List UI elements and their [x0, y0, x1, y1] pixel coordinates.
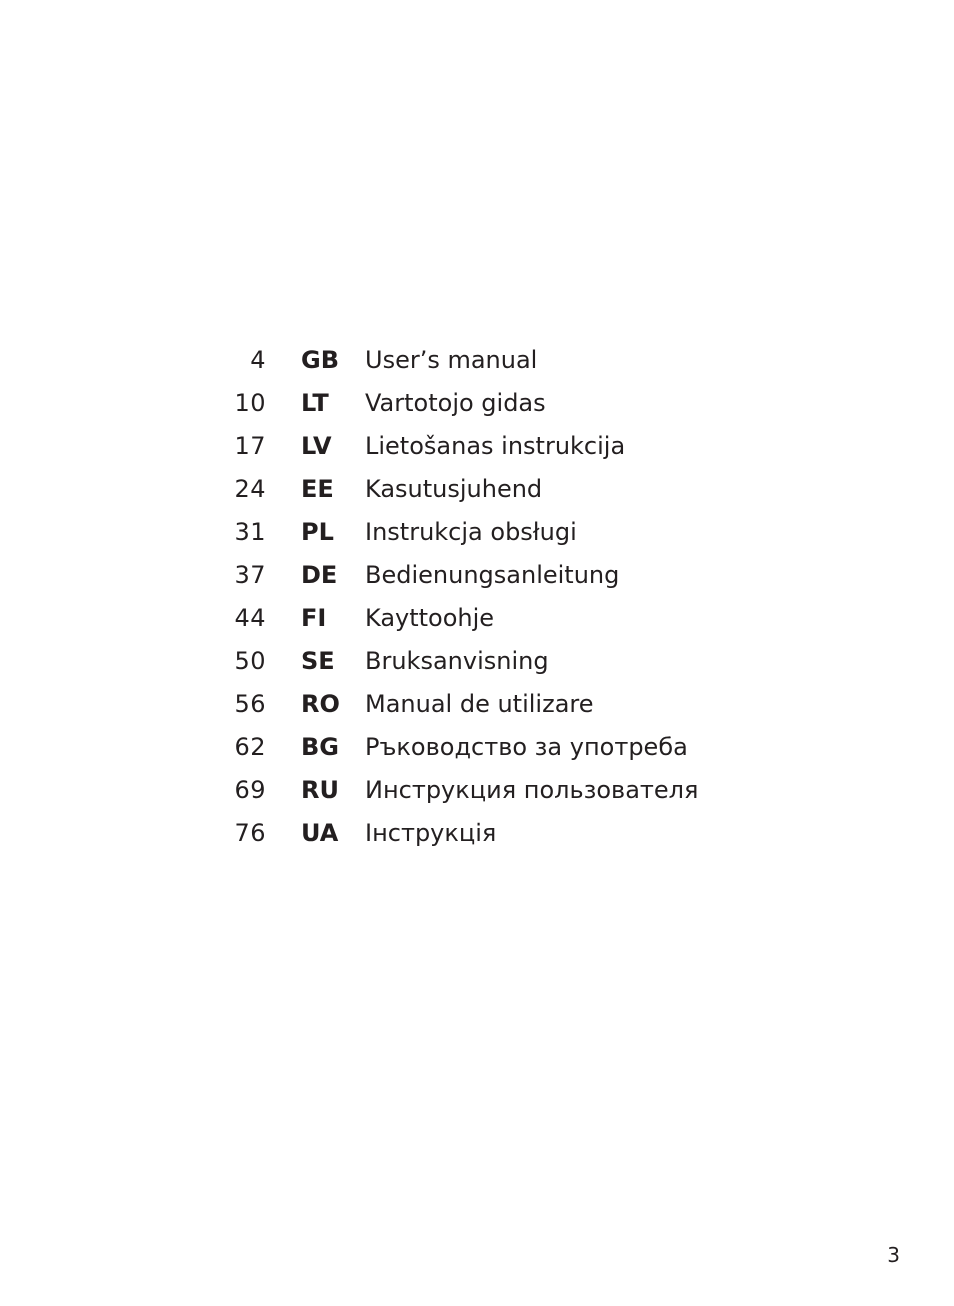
toc-page-number: 76 — [234, 819, 266, 847]
toc-entry — [200, 339, 698, 382]
toc-entry — [200, 468, 698, 511]
toc-language-code: LV — [301, 432, 332, 460]
toc-page-number: 17 — [234, 432, 266, 460]
toc-language-code: PL — [301, 518, 334, 546]
toc-entry — [200, 597, 698, 640]
toc-page-number: 31 — [234, 518, 266, 546]
toc-section-title: Ръководство за употреба — [365, 733, 688, 761]
toc-language-code: UA — [301, 819, 339, 847]
toc-section-title: Instrukcja obsługi — [365, 518, 577, 546]
toc-page-number: 62 — [234, 733, 266, 761]
toc-section-title: Manual de utilizare — [365, 690, 594, 718]
toc-entry — [200, 554, 698, 597]
toc-entry — [200, 511, 698, 554]
toc-section-title: Kayttoohje — [365, 604, 495, 632]
toc-language-code: RO — [301, 690, 340, 718]
toc-section-title: Kasutusjuhend — [365, 475, 543, 503]
toc-page-number: 50 — [234, 647, 266, 675]
toc-entry — [200, 425, 698, 468]
toc-entry — [200, 683, 698, 726]
toc-language-code: LT — [301, 389, 329, 417]
toc-language-code: GB — [301, 346, 339, 374]
toc-page-number: 69 — [234, 776, 266, 804]
toc-page-number: 10 — [234, 389, 266, 417]
toc-page-number: 44 — [234, 604, 266, 632]
toc-language-code: EE — [301, 475, 334, 503]
toc-entry — [200, 769, 698, 812]
toc-entry — [200, 640, 698, 683]
toc-section-title: Lietošanas instrukcija — [365, 432, 626, 460]
toc-language-code: BG — [301, 733, 339, 761]
page-number: 3 — [887, 1243, 900, 1267]
toc-section-title: User’s manual — [365, 346, 538, 374]
toc-language-code: DE — [301, 561, 338, 589]
toc-section-title: Інструкція — [365, 819, 497, 847]
toc-section-title: Bedienungsanleitung — [365, 561, 620, 589]
table-of-contents — [200, 339, 698, 855]
toc-section-title: Инструкция пользователя — [365, 776, 699, 804]
toc-language-code: RU — [301, 776, 339, 804]
toc-section-title: Bruksanvisning — [365, 647, 549, 675]
toc-entry — [200, 382, 698, 425]
toc-language-code: FI — [301, 604, 327, 632]
toc-page-number: 56 — [234, 690, 266, 718]
toc-section-title: Vartotojo gidas — [365, 389, 546, 417]
toc-entry — [200, 812, 698, 855]
toc-page-number: 24 — [234, 475, 266, 503]
toc-entry — [200, 726, 698, 769]
toc-page-number: 37 — [234, 561, 266, 589]
toc-language-code: SE — [301, 647, 335, 675]
toc-page-number: 4 — [250, 346, 266, 374]
